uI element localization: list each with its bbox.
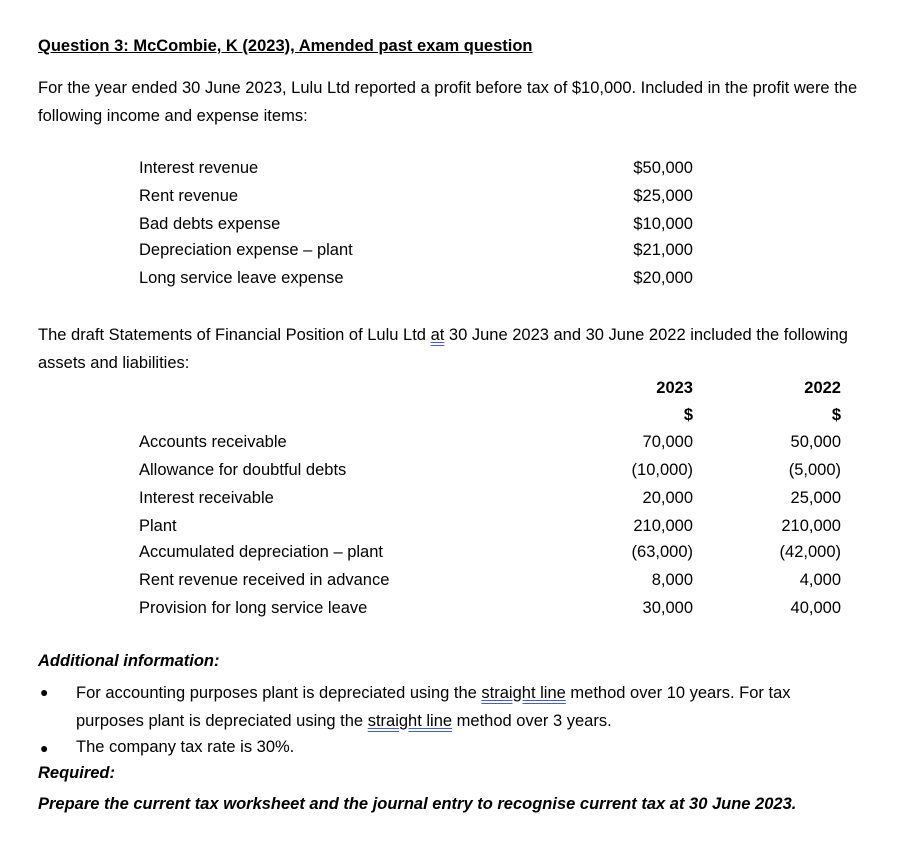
bullet-text: method over 10 years. For tax purposes plant is depreciated using the	[76, 684, 791, 730]
sfp-intro-at: at	[430, 326, 445, 344]
balance-label: Plant	[139, 517, 177, 535]
balance-2022: (5,000)	[788, 461, 841, 479]
balance-2023: 70,000	[642, 433, 693, 451]
income-item-value: $10,000	[633, 215, 693, 233]
balance-2023: 30,000	[642, 599, 693, 617]
balance-2023: (10,000)	[631, 461, 693, 479]
bullet-dot: ●	[40, 684, 49, 700]
balance-2023: 210,000	[633, 517, 693, 535]
balance-2022: 210,000	[781, 517, 841, 535]
income-item-label: Bad debts expense	[139, 215, 281, 233]
income-item-label: Interest revenue	[139, 159, 259, 177]
balance-label: Provision for long service leave	[139, 599, 368, 617]
required-text: Prepare the current tax worksheet and the journal entry to recognise current tax at 30 June 2023.	[38, 795, 797, 813]
required-heading: Required:	[38, 764, 116, 782]
bullet-tax-rate: The company tax rate is 30%.	[76, 738, 295, 756]
balance-label: Allowance for doubtful debts	[139, 461, 347, 479]
balance-label: Rent revenue received in advance	[139, 571, 390, 589]
balance-2022: 4,000	[799, 571, 841, 589]
bullet-text: For accounting purposes plant is depreciated using the	[76, 684, 482, 702]
income-item-value: $21,000	[633, 241, 693, 259]
question-title: Question 3: McCombie, K (2023), Amended past exam question	[38, 37, 533, 55]
balance-label: Interest receivable	[139, 489, 274, 507]
bullet-text: method over 3 years.	[452, 712, 612, 730]
column-header-2022: 2022	[804, 379, 841, 397]
balance-label: Accumulated depreciation – plant	[139, 543, 383, 561]
bullet-depreciation	[76, 679, 856, 735]
bullet-text-underlined: straight line	[367, 712, 453, 730]
balance-2022: 40,000	[790, 599, 841, 617]
balance-2022: 25,000	[790, 489, 841, 507]
income-item-label: Depreciation expense – plant	[139, 241, 353, 259]
income-item-value: $50,000	[633, 159, 693, 177]
column-unit-2022: $	[831, 406, 841, 424]
column-header-2023: 2023	[656, 379, 693, 397]
income-item-label: Long service leave expense	[139, 269, 344, 287]
bullet-text-underlined: straight line	[481, 684, 566, 702]
column-unit-2023: $	[683, 406, 693, 424]
sfp-intro-paragraph	[38, 321, 858, 377]
sfp-intro-text: 30 June 2023 and 30 June 2022 included the following assets and liabilities:	[38, 326, 848, 372]
balance-2023: 8,000	[651, 571, 693, 589]
sfp-intro-text: The draft Statements of Financial Position of Lulu Ltd	[38, 326, 431, 344]
balance-2023: 20,000	[642, 489, 693, 507]
income-item-value: $20,000	[633, 269, 693, 287]
additional-info-heading: Additional information:	[38, 652, 220, 670]
income-item-label: Rent revenue	[139, 187, 239, 205]
balance-2022: 50,000	[790, 433, 841, 451]
income-item-value: $25,000	[633, 187, 693, 205]
balance-label: Accounts receivable	[139, 433, 287, 451]
balance-2023: (63,000)	[631, 543, 693, 561]
bullet-dot: ●	[40, 740, 49, 756]
balance-2022: (42,000)	[779, 543, 841, 561]
intro-paragraph: For the year ended 30 June 2023, Lulu Ltd reported a profit before tax of $10,000. Included in the profit were the following income and expense items:	[38, 79, 858, 125]
